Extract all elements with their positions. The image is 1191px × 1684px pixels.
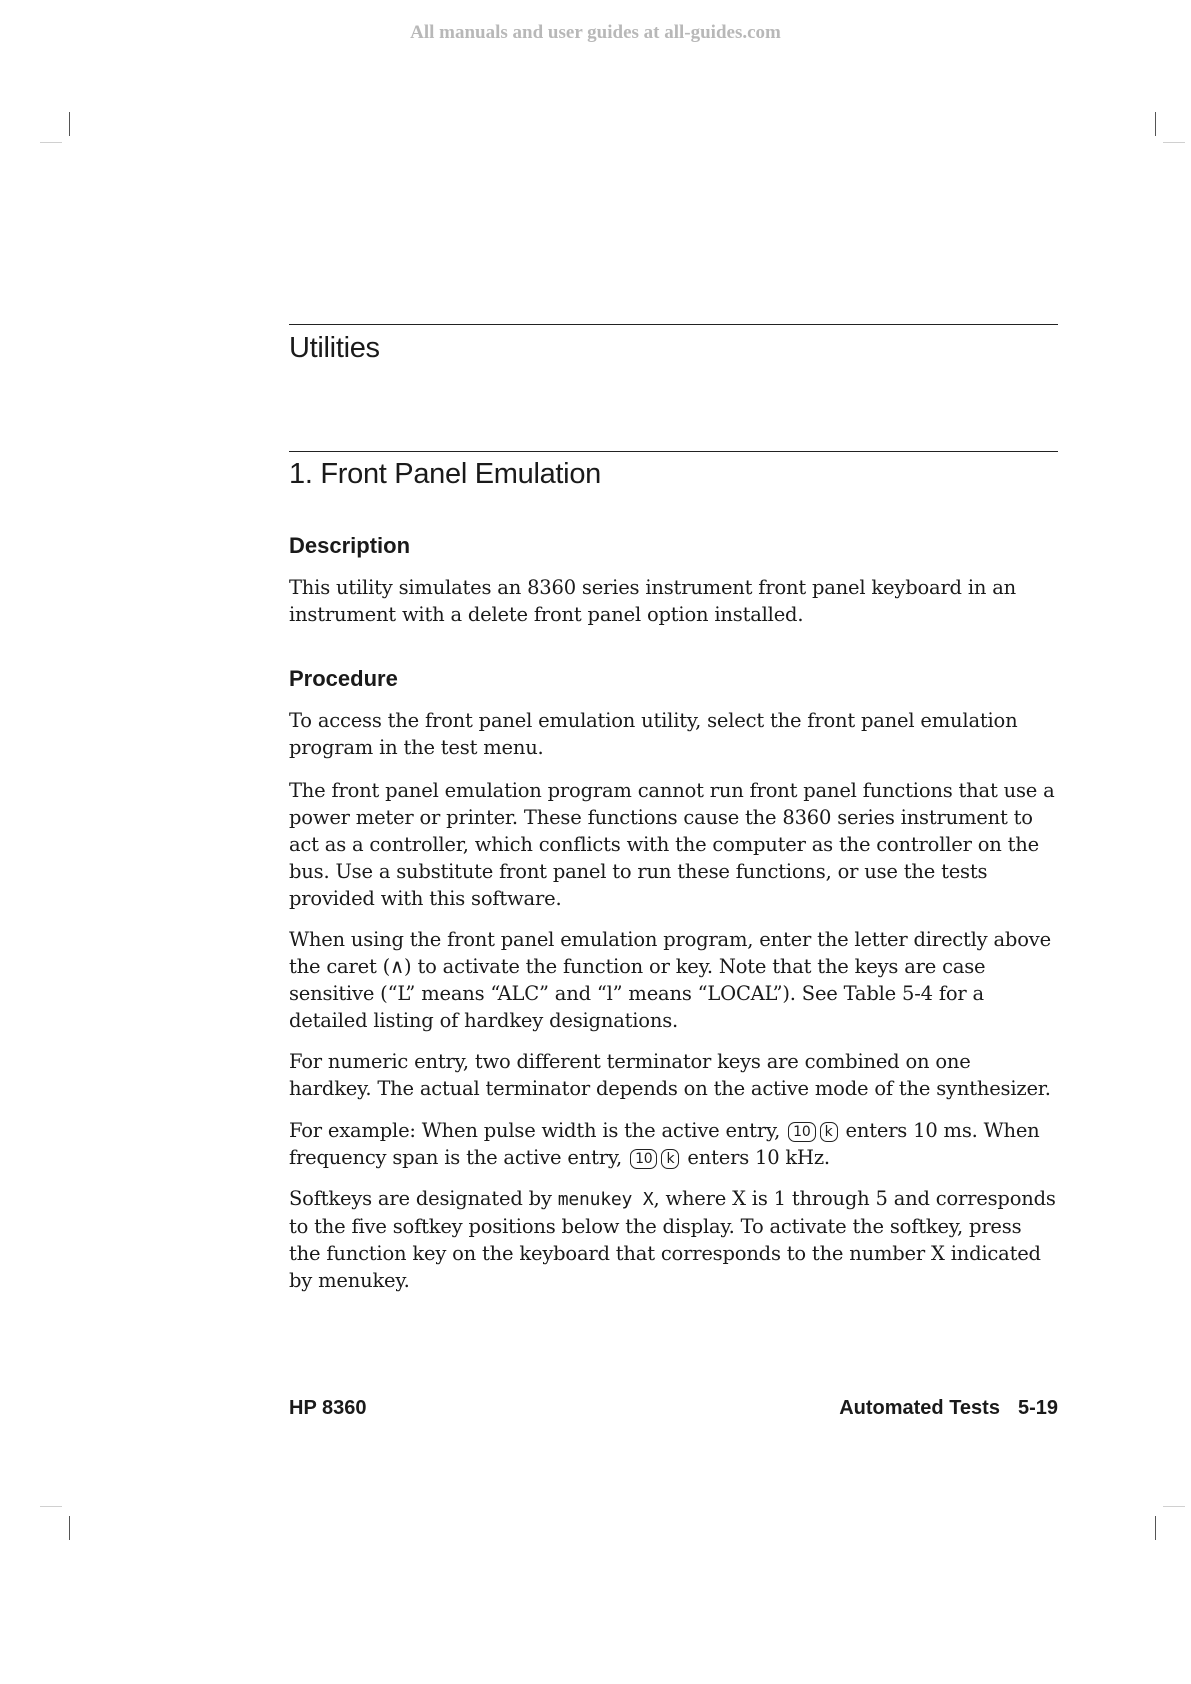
crop-mark-top-right (1155, 112, 1156, 136)
crop-mark-top-left (69, 112, 70, 136)
page-number: 5-19 (1017, 1397, 1058, 1419)
description-heading: Description (289, 533, 411, 558)
crop-mark-top-left-h (40, 142, 62, 143)
procedure-paragraph-6 (289, 1185, 1058, 1294)
crop-mark-bottom-left (69, 1516, 70, 1540)
watermark: All manuals and user guides at all-guides.com (410, 22, 781, 43)
p5-text-2: enters 10 ms. When frequency span is the active entry, (289, 1119, 1040, 1169)
chapter-title: Utilities (289, 332, 380, 364)
procedure-paragraph-1: To access the front panel emulation utility, select the front panel emulation program in the test menu. (289, 709, 1018, 759)
crop-mark-bottom-right-h (1163, 1506, 1185, 1507)
crop-mark-bottom-left-h (40, 1506, 62, 1507)
key-10: 10 (630, 1149, 657, 1169)
chapter-rule (289, 324, 1058, 325)
p5-text-3: enters 10 kHz. (687, 1146, 830, 1169)
footer-chapter-title: Automated Tests (839, 1397, 1000, 1419)
section-title: 1. Front Panel Emulation (289, 458, 601, 490)
procedure-paragraph-2: The front panel emulation program cannot run front panel functions that use a power meter or printer. These functions cause the 8360 series instrument to act as a controller, which conflicts with the computer as the controller on the bus. Use a substitute front panel to run these functions, or use the tests provided with this software. (289, 779, 1055, 910)
p5-text-1: For example: When pulse width is the active entry, (289, 1119, 781, 1142)
procedure-paragraph-4: For numeric entry, two different terminator keys are combined on one hardkey. The actual terminator depends on the active mode of the synthesizer. (289, 1050, 1051, 1100)
key-k: k (661, 1149, 679, 1169)
footer-chapter (839, 1397, 1058, 1420)
p6-text-2: , where X is 1 through 5 and corresponds to the five softkey positions below the display. To activate the softkey, press the function key on the keyboard that corresponds to the number X indicated by menukey. (289, 1187, 1056, 1292)
key-k: k (820, 1122, 838, 1142)
crop-mark-top-right-h (1163, 142, 1185, 143)
footer-product: HP 8360 (289, 1397, 367, 1419)
key-10: 10 (788, 1122, 815, 1142)
section-rule (289, 451, 1058, 452)
description-text: This utility simulates an 8360 series instrument front panel keyboard in an instrument with a delete front panel option installed. (289, 576, 1017, 626)
procedure-paragraph-3: When using the front panel emulation program, enter the letter directly above the caret (∧) to activate the function or key. Note that the keys are case sensitive (“L” means “ALC” and “l” means “LOCAL”). See Table 5-4 for a detailed listing of hardkey designations. (289, 928, 1051, 1032)
procedure-paragraph-5 (289, 1117, 1058, 1171)
menukey-code: menukey X (557, 1189, 654, 1210)
procedure-heading: Procedure (289, 666, 398, 691)
p6-text-1: Softkeys are designated by (289, 1187, 552, 1210)
crop-mark-bottom-right (1155, 1516, 1156, 1540)
